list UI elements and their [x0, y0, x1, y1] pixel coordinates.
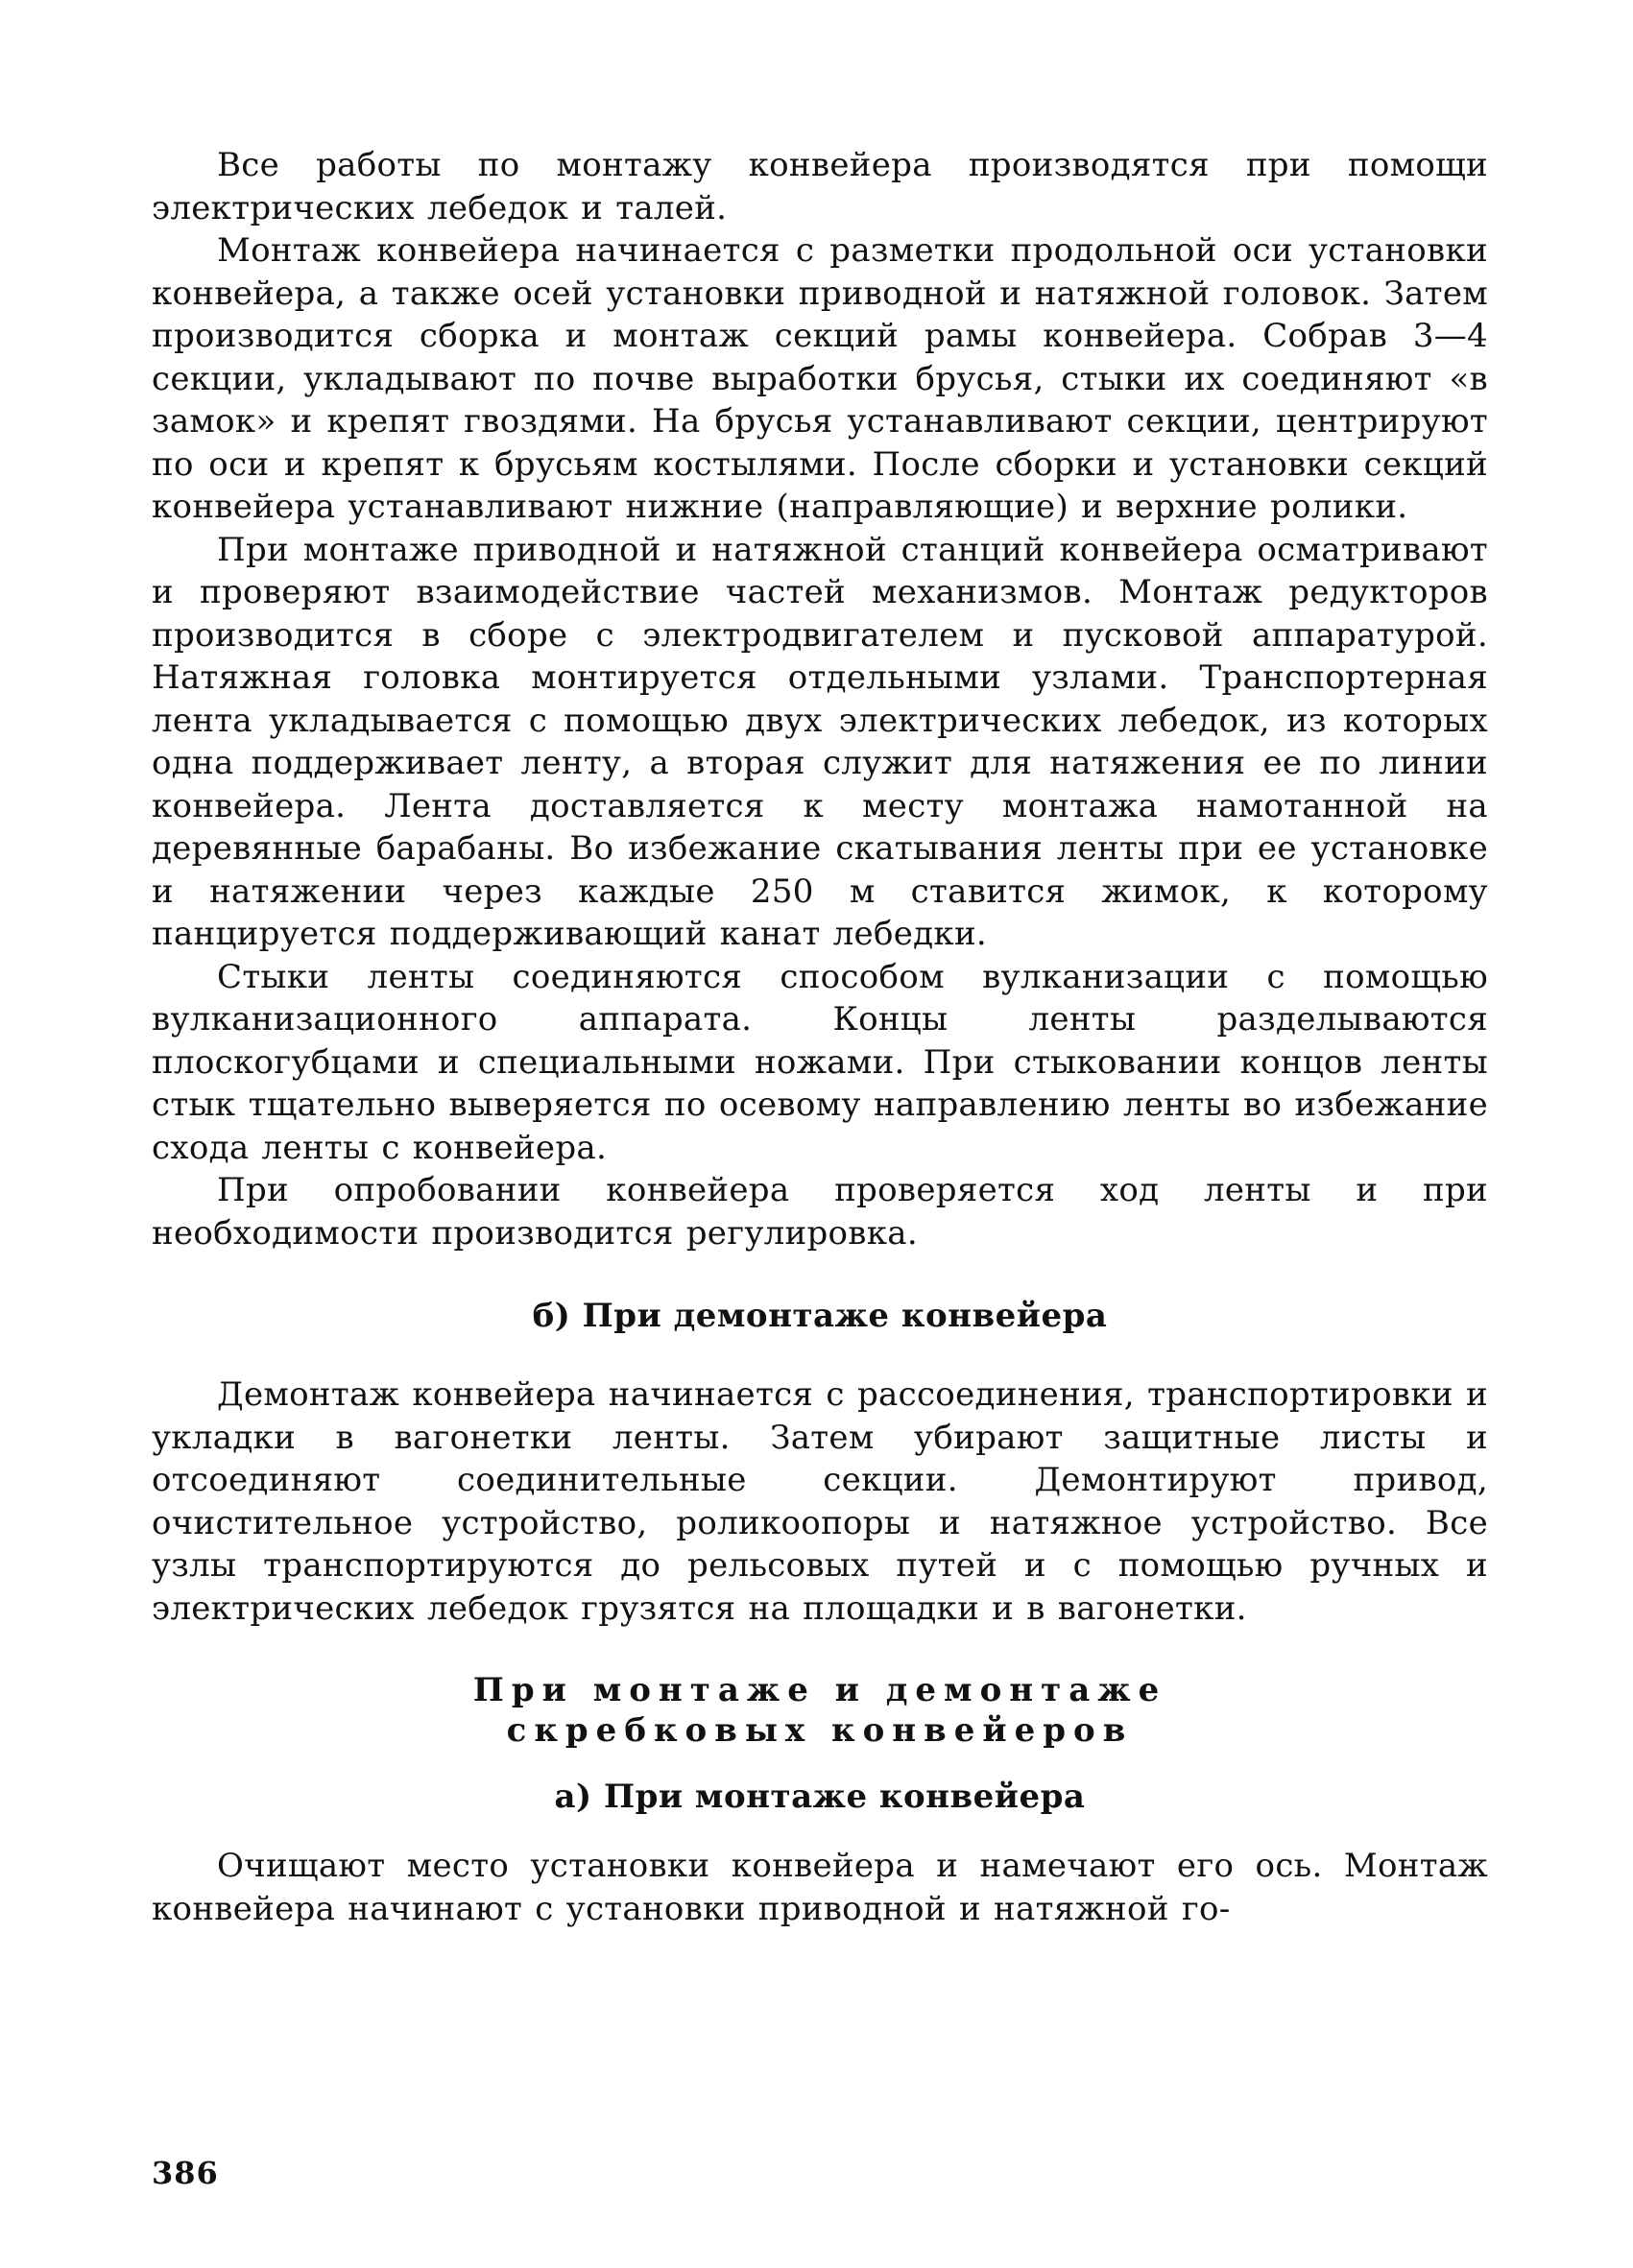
heading-mount-a: а) При монтаже конвейера: [554, 1778, 1086, 1816]
paragraph-testing: При опробовании конвейера проверяется ход ленты и при необходимости производится регулировка.: [152, 1171, 1488, 1253]
paragraph-intro: Все работы по монтажу конвейера производятся при помощи электрических лебедок и талей.: [152, 146, 1488, 227]
heading-scraper-line-1: При монтаже и демонтаже: [472, 1671, 1167, 1709]
heading-dismount: б) При демонтаже конвейера: [532, 1297, 1108, 1335]
heading-scraper-conveyors: [152, 1670, 1488, 1751]
page-number: 386: [152, 2155, 219, 2191]
paragraph-frame-assembly: Монтаж конвейера начинается с разметки продольной оси установки конвейера, а также осей установки приводной и натяжной головок. Затем производится сборка и монтаж секций рамы конвейера. Собрав 3—4 секции, укладывают по почве выработки брусья, стыки их соединяют «в замок» и крепят гвоздями. На брусья устанавливают секции, центрируют по оси и крепят к брусьям костылями. После сборки и установки секций конвейера устанавливают нижние (направляющие) и верхние ролики.: [152, 231, 1488, 526]
heading-scraper-line-2: скребковых конвейеров: [506, 1711, 1134, 1750]
page-content: [152, 144, 1488, 2236]
paragraph-belt-joints: Стыки ленты соединяются способом вулканизации с помощью вулканизационного аппарата. Концы ленты разделываются плоскогубцами и специальными ножами. При стыковании концов ленты стык тщательно выверяется по осевому направлению ленты во избежание схода ленты с конвейера.: [152, 957, 1488, 1167]
paragraph-drive-station: При монтаже приводной и натяжной станций конвейера осматривают и проверяют взаимодействие частей механизмов. Монтаж редукторов производится в сборе с электродвигателем и пусковой аппаратурой. Натяжная головка монтируется отдельными узлами. Транспортерная лента укладывается с помощью двух электрических лебедок, из которых одна поддерживает ленту, а вторая служит для натяжения ее по линии конвейера. Лента доставляется к месту монтажа намотанной на деревянные барабаны. Во избежание скатывания ленты при ее установке и натяжении через каждые 250 м ставится жимок, к которому панцируется поддерживающий канат лебедки.: [152, 530, 1488, 953]
paragraph-dismount: Демонтаж конвейера начинается с рассоединения, транспортировки и укладки в вагонетки ленты. Затем убирают защитные листы и отсоединяют соединительные секции. Демонтируют привод, очистительное устройство, роликоопоры и натяжное устройство. Все узлы транспортируются до рельсовых путей и с помощью ручных и электрических лебедок грузятся на площадки и в вагонетки.: [152, 1375, 1488, 1628]
paragraph-mount-a: Очищают место установки конвейера и намечают его ось. Монтаж конвейера начинают с установки приводной и натяжной го-: [152, 1847, 1488, 1928]
